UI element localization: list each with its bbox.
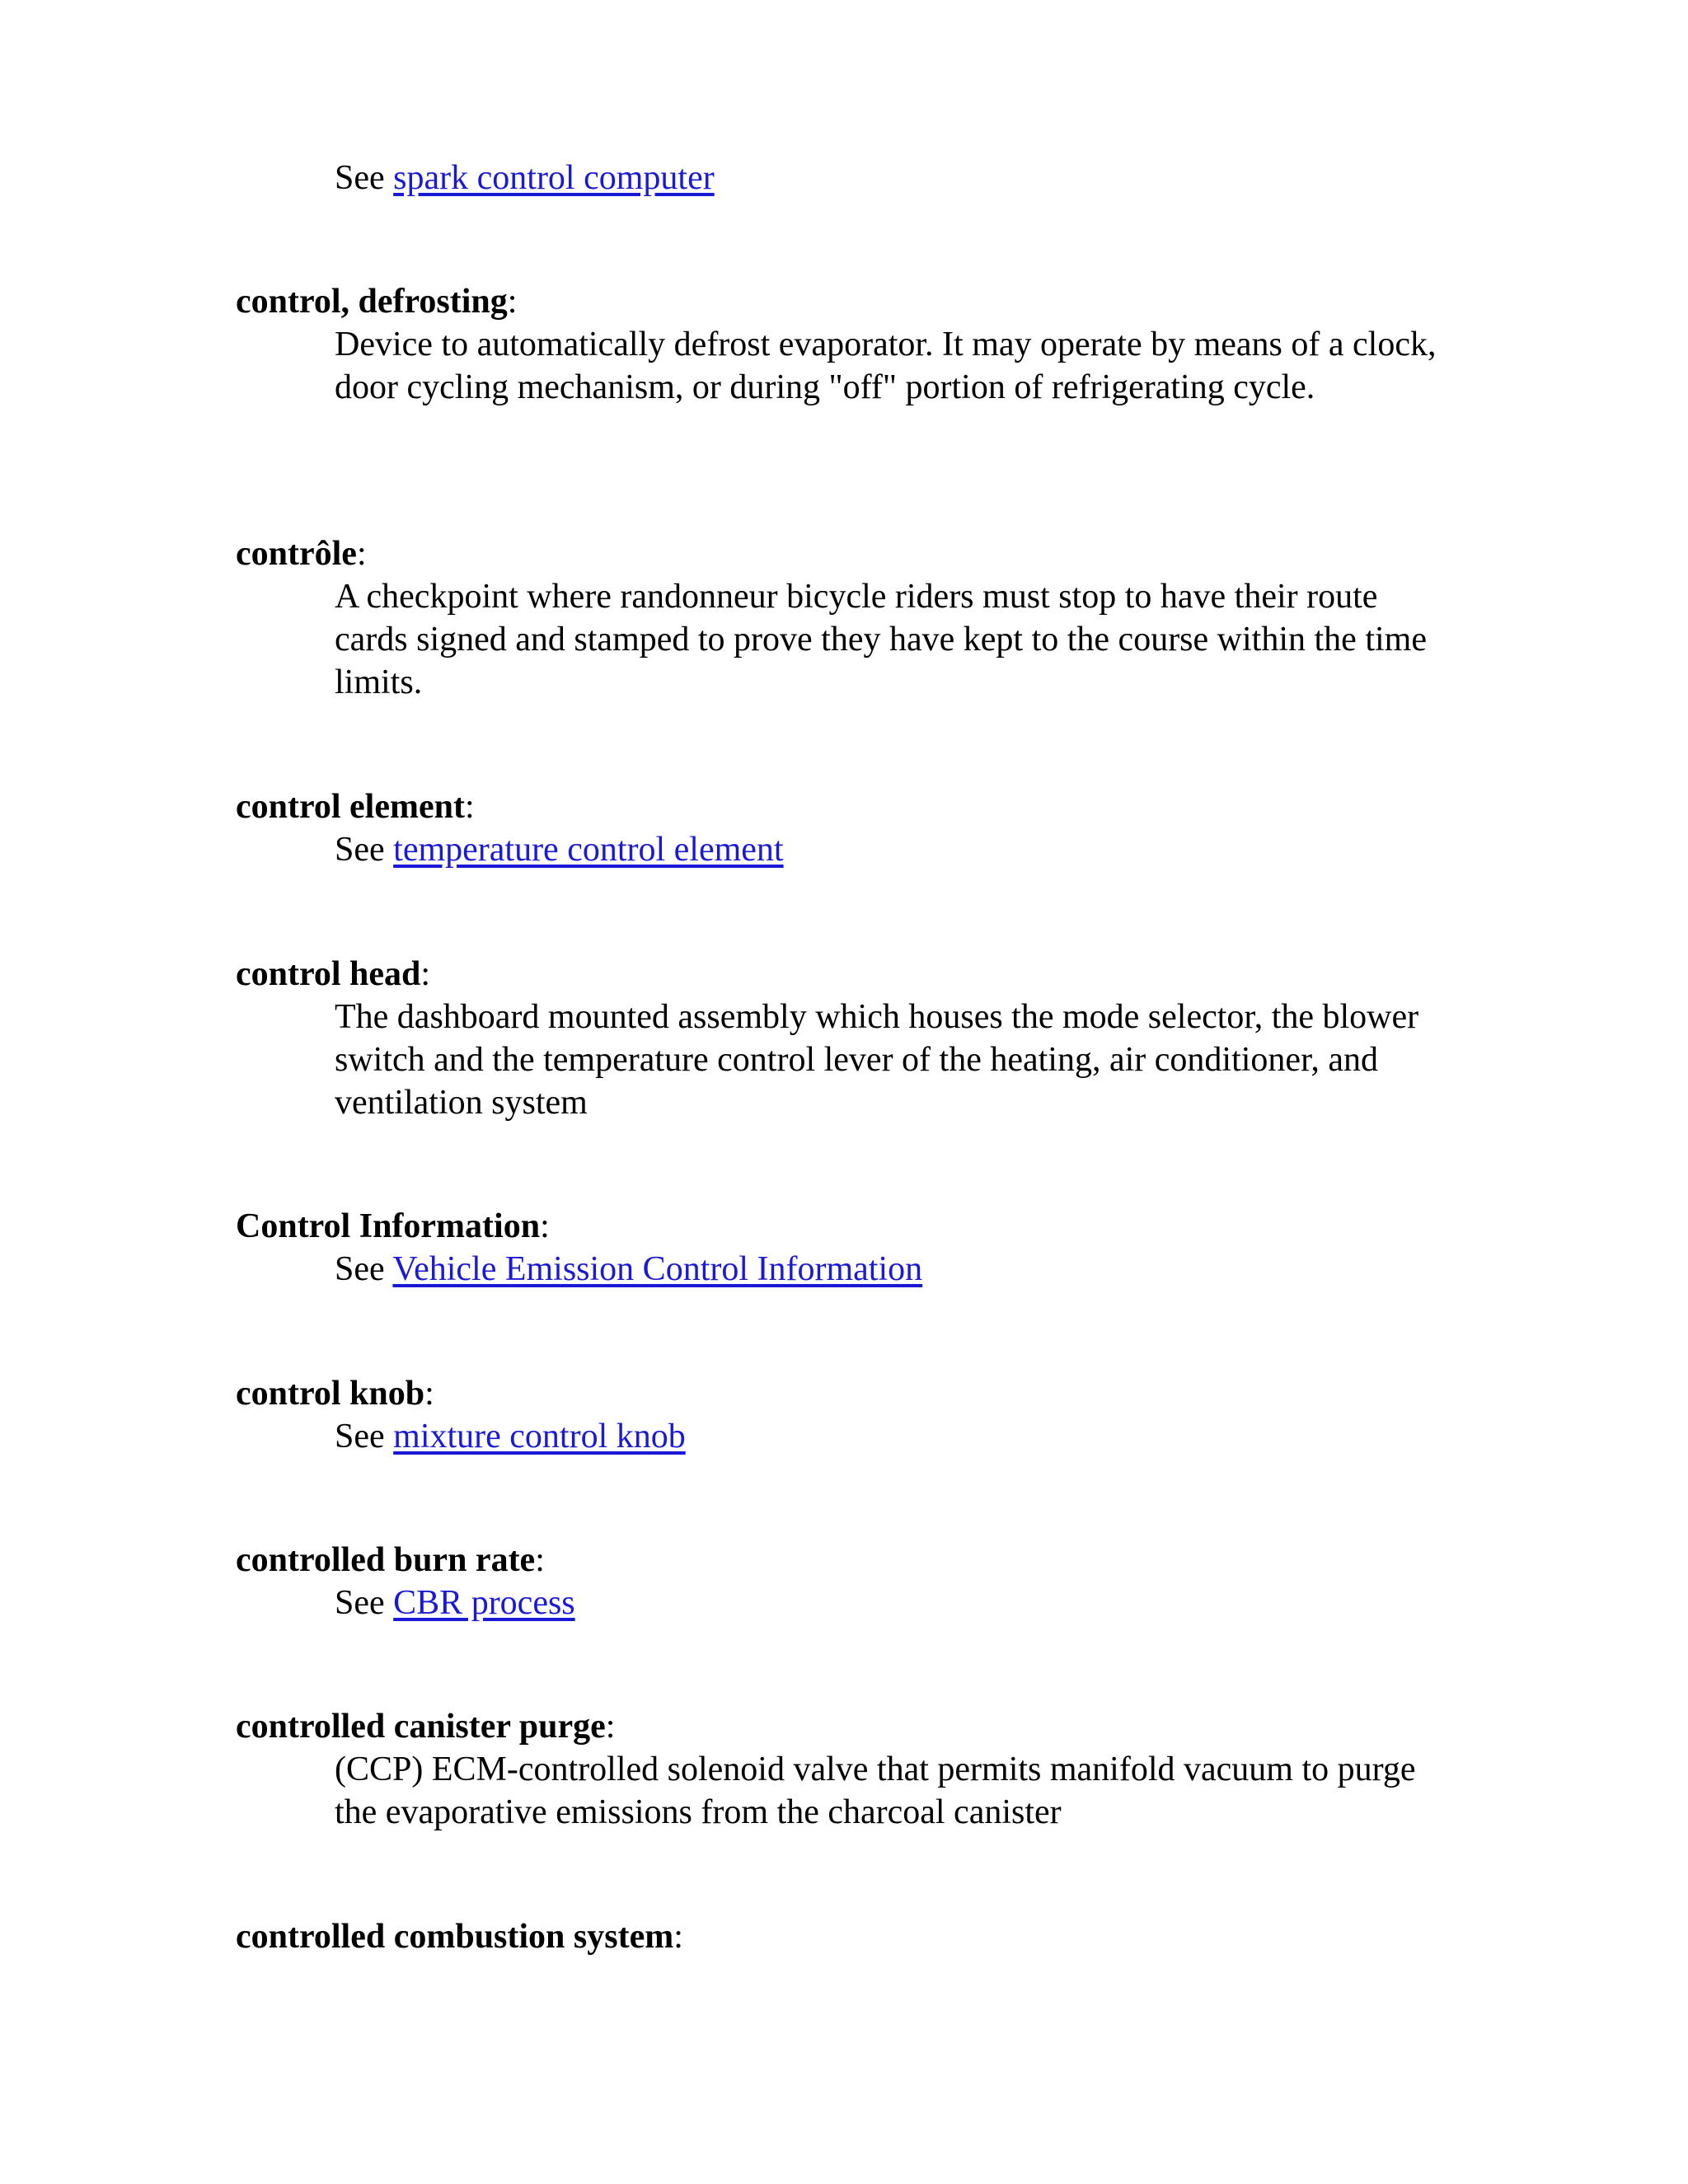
term-colon: :: [535, 1541, 545, 1579]
definition: The dashboard mounted assembly which houses the mode selector, the blower switch and the temperature control lever of the heating, air conditioner, and ventilation system: [335, 998, 1419, 1122]
term: control element: [236, 788, 465, 826]
term: controlled canister purge: [236, 1708, 606, 1746]
definition: Device to automatically defrost evaporator. It may operate by means of a clock, door cycling mechanism, or during "off" portion of refrigerating cycle.: [335, 326, 1437, 406]
see-prefix: See: [335, 1584, 394, 1622]
term-colon: :: [356, 535, 367, 573]
term-line: [236, 953, 1456, 996]
glossary-entry: [236, 1539, 1456, 1624]
glossary-entry: [236, 280, 1456, 409]
term-colon: :: [673, 1918, 683, 1956]
see-prefix: See: [335, 1250, 393, 1288]
term-line: [236, 1915, 1456, 1958]
glossary-entry: [236, 953, 1456, 1124]
definition: A checkpoint where randonneur bicycle riders must stop to have their route cards signed and stamped to prove they have kept to the course within the time limits.: [335, 578, 1427, 701]
link-cbr-process[interactable]: CBR process: [393, 1584, 575, 1622]
glossary-entry: [236, 1705, 1456, 1834]
term-line: [236, 1705, 1456, 1748]
term: contrôle: [236, 535, 357, 573]
term-colon: :: [605, 1708, 616, 1746]
term-line: [236, 532, 1456, 575]
term-line: [236, 1205, 1456, 1248]
term-colon: :: [420, 955, 431, 993]
link-spark-control-computer[interactable]: spark control computer: [393, 159, 715, 197]
term: control head: [236, 955, 421, 993]
definition: [335, 1582, 1456, 1624]
definition: [335, 1415, 1456, 1458]
term-line: [236, 785, 1456, 828]
term-colon: :: [507, 283, 518, 321]
term-line: [236, 1539, 1456, 1582]
term: control, defrosting: [236, 283, 508, 321]
see-prefix: See: [335, 831, 394, 869]
term-colon: :: [424, 1375, 434, 1413]
term: controlled burn rate: [236, 1541, 536, 1579]
term-colon: :: [540, 1207, 550, 1245]
definition: [335, 828, 1456, 871]
glossary-entry: [236, 785, 1456, 871]
term-line: [236, 280, 1456, 323]
term-line: [236, 1372, 1456, 1415]
glossary-entry: [236, 532, 1456, 704]
see-prefix: See: [335, 159, 394, 197]
definition: [335, 1248, 1456, 1291]
term: controlled combustion system: [236, 1918, 674, 1956]
link-vehicle-emission-control-information[interactable]: Vehicle Emission Control Information: [392, 1250, 923, 1288]
definition: (CCP) ECM-controlled solenoid valve that permits manifold vacuum to purge the evaporative emissions from the charcoal canister: [335, 1750, 1416, 1831]
glossary-entry-continuation: [236, 157, 1456, 199]
term: Control Information: [236, 1207, 541, 1245]
glossary-entry: [236, 1372, 1456, 1458]
term: control knob: [236, 1375, 425, 1413]
see-prefix: See: [335, 1418, 394, 1455]
link-mixture-control-knob[interactable]: mixture control knob: [393, 1418, 686, 1455]
definition: [335, 157, 1456, 199]
glossary-entry: [236, 1205, 1456, 1291]
link-temperature-control-element[interactable]: temperature control element: [393, 831, 784, 869]
glossary-entry: [236, 1915, 1456, 1958]
term-colon: :: [464, 788, 475, 826]
